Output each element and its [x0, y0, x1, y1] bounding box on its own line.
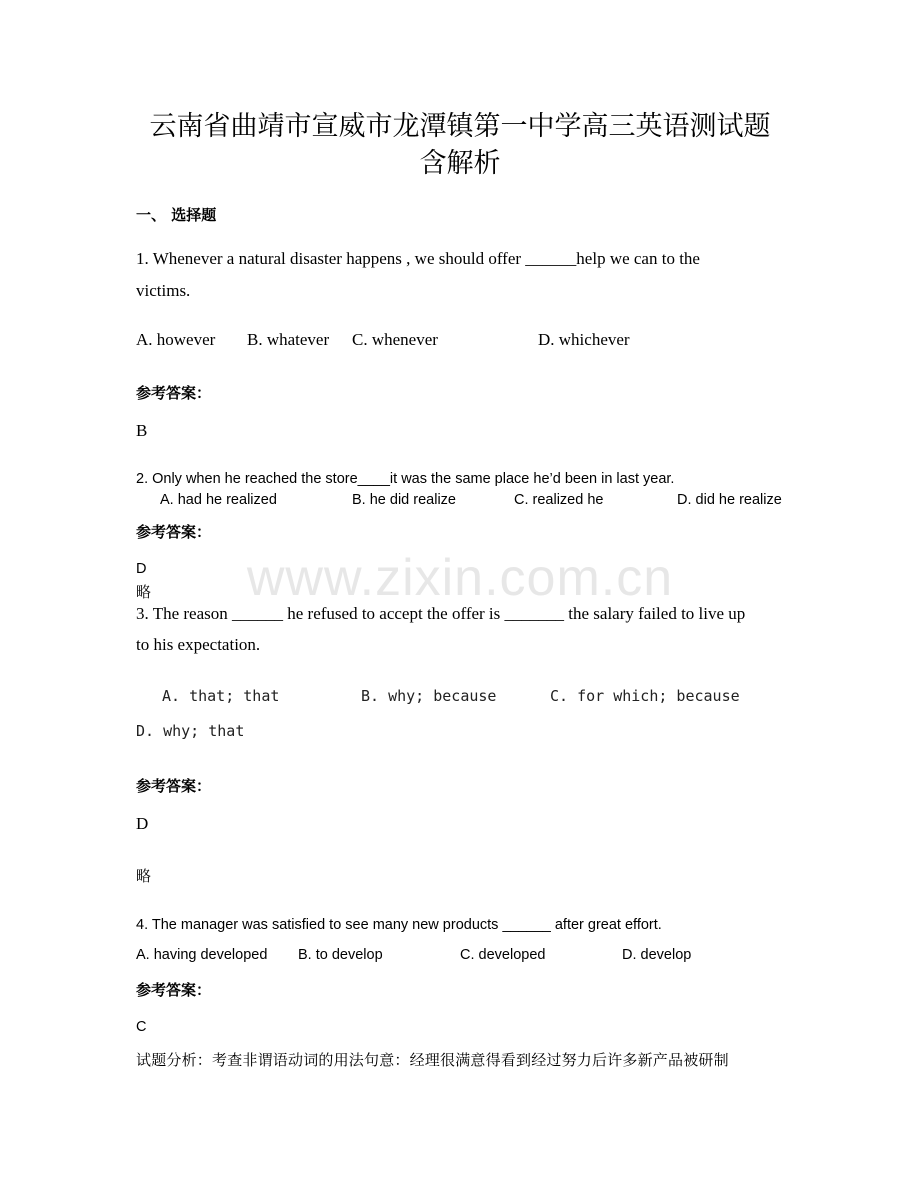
q2-option-d: D. did he realize — [677, 492, 782, 508]
q3-answer: D — [136, 814, 149, 833]
q3-stem-line1: 3. The reason ______ he refused to accept the offer is _______ the salary failed to live up — [136, 604, 746, 623]
q1-stem-line2: victims. — [136, 281, 191, 300]
q1-answer: B — [136, 421, 148, 440]
q4-answer: C — [136, 1019, 147, 1035]
doc-title-line2: 含解析 — [419, 148, 501, 179]
q1-answer-label: 参考答案： — [136, 384, 212, 402]
q3-option-c: C. for which; because — [550, 687, 740, 705]
q2-answer: D — [136, 561, 147, 577]
q4-option-d: D. develop — [622, 947, 692, 963]
q2-note: 略 — [136, 583, 152, 601]
q4-option-a: A. having developed — [136, 947, 268, 963]
q2-option-a: A. had he realized — [160, 492, 277, 508]
q2-stem: 2. Only when he reached the store____it was the same place he’d been in last year. — [136, 471, 675, 487]
q3-option-a: A. that; that — [162, 687, 280, 705]
q3-option-b: B. why; because — [361, 687, 497, 705]
q4-answer-label: 参考答案： — [136, 981, 212, 999]
q1-stem-line1: 1. Whenever a natural disaster happens , we should offer ______help we can to the — [136, 249, 700, 268]
q3-note: 略 — [136, 867, 152, 885]
q4-option-b: B. to develop — [298, 947, 383, 963]
q4-stem: 4. The manager was satisfied to see many new products ______ after great effort. — [136, 917, 662, 933]
q1-option-d: D. whichever — [538, 330, 630, 349]
q1-option-b: B. whatever — [247, 330, 330, 349]
watermark: www.zixin.com.cn — [246, 549, 674, 607]
section-heading: 一、 选择题 — [136, 206, 217, 224]
q4-option-c: C. developed — [460, 947, 546, 963]
q1-option-a: A. however — [136, 330, 216, 349]
q1-option-c: C. whenever — [352, 330, 438, 349]
q2-answer-label: 参考答案： — [136, 523, 212, 541]
q3-answer-label: 参考答案： — [136, 777, 212, 795]
q3-stem-line2: to his expectation. — [136, 635, 261, 654]
q2-option-b: B. he did realize — [352, 492, 456, 508]
q3-option-d: D. why; that — [136, 722, 245, 740]
doc-title-line1: 云南省曲靖市宣威市龙潭镇第一中学高三英语测试题 — [149, 111, 771, 142]
q4-analysis: 试题分析：考查非谓语动词的用法句意：经理很满意得看到经过努力后许多新产品被研制 — [136, 1051, 729, 1069]
q2-option-c: C. realized he — [514, 492, 604, 508]
